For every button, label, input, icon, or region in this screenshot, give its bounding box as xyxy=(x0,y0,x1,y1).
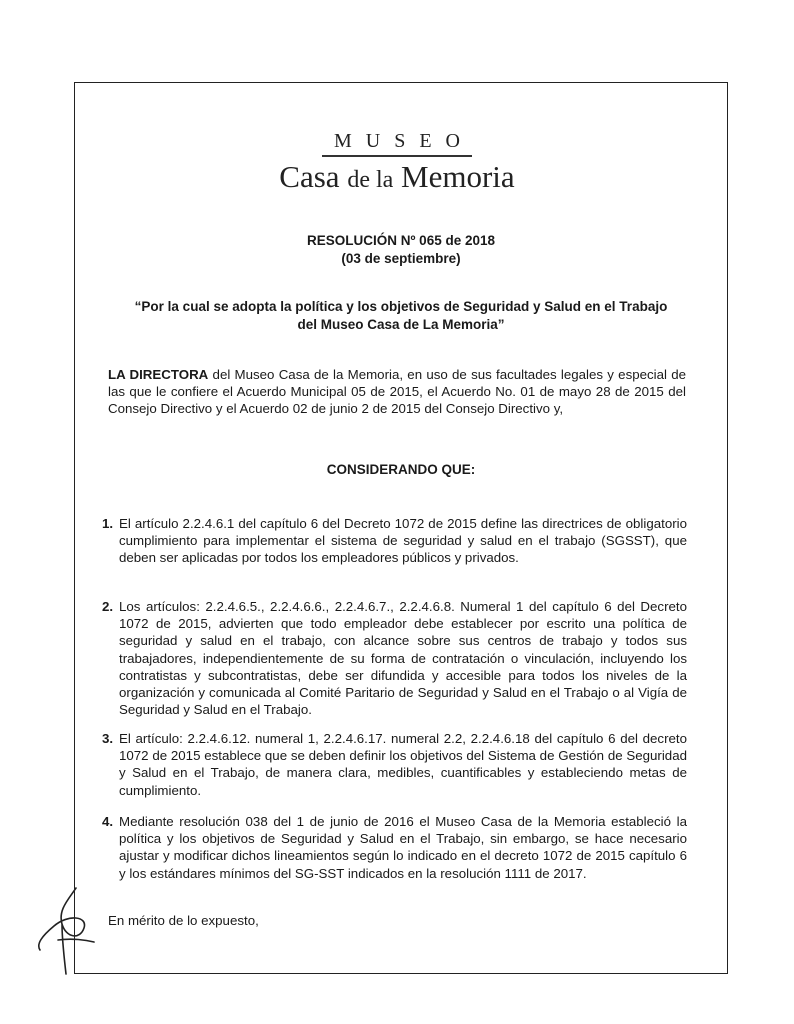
intro-lead: LA DIRECTORA xyxy=(108,367,209,382)
item-text: El artículo: 2.2.4.6.12. numeral 1, 2.2.4.6.17. numeral 2.2, 2.2.4.6.18 del capítulo 6 del decreto 1072 de 2015 establece que se deben definir los objetivos del Sistema de Gestión de Seguridad y Salud en el Trabajo, de manera clara, medibles, cuantificables y estableciendo metas de cumplimiento. xyxy=(119,731,687,798)
list-item xyxy=(102,598,687,718)
subject-line-1: “Por la cual se adopta la política y los objetivos de Seguridad y Salud en el Trabajo xyxy=(134,299,668,314)
item-text: Mediante resolución 038 del 1 de junio de 2016 el Museo Casa de la Memoria estableció la política y los objetivos de Seguridad y Salud en el Trabajo, sin embargo, se hace necesario ajustar y modificar dichos lineamientos según lo indicado en el decreto 1072 de 2015 capítulo 6 y los estándares mínimos del SG-SST indicados en la resolución 1111 de 2017. xyxy=(119,814,687,881)
list-item xyxy=(102,730,687,799)
logo-casa: Casa xyxy=(279,158,340,194)
list-item xyxy=(102,515,687,567)
handwritten-signature-mark xyxy=(28,880,98,980)
museum-logo xyxy=(0,130,794,195)
logo-underline xyxy=(322,155,472,157)
item-number: 3. xyxy=(102,731,114,746)
subject-line-2: del Museo Casa de La Memoria” xyxy=(297,317,505,332)
item-number: 2. xyxy=(102,599,114,614)
item-number: 1. xyxy=(102,516,114,531)
resolution-number: RESOLUCIÓN Nº 065 de 2018 xyxy=(307,233,495,248)
considerando-heading: CONSIDERANDO QUE: xyxy=(326,462,476,477)
closing-line: En mérito de lo expuesto, xyxy=(108,913,259,928)
item-text: Los artículos: 2.2.4.6.5., 2.2.4.6.6., 2.2.4.6.7., 2.2.4.6.8. Numeral 1 del capítulo 6 del Decreto 1072 de 2015, advierten que todo empleador debe establecer por escrito una política de seguridad y salud en el trabajo, con alcance sobre sus centros de trabajo y todos sus trabajadores, independientemente de su forma de contratación o vinculación, incluyendo los contratistas y subcontratistas, debe ser difundida y accesible para todos los niveles de la organización y comunicada al Comité Paritario de Seguridad y Salud en el Trabajo o al Vigía de Seguridad y Salud en el Trabajo. xyxy=(119,599,687,718)
item-number: 4. xyxy=(102,814,114,829)
logo-memoria: Memoria xyxy=(401,158,515,194)
intro-text: del Museo Casa de la Memoria, en uso de sus facultades legales y especial de las que le confiere el Acuerdo Municipal 05 de 2015, el Acuerdo No. 01 de mayo 28 de 2015 del Consejo Directivo y el Acuerdo 02 de junio 2 de 2015 del Consejo Directivo y, xyxy=(108,367,686,417)
logo-museo-text: MUSEO xyxy=(333,130,474,152)
item-text: El artículo 2.2.4.6.1 del capítulo 6 del Decreto 1072 de 2015 define las directrices de obligatorio cumplimiento para implementar el sistema de seguridad y salud en el trabajo (SGSST), que deben ser aplicadas por todos los empleadores públicos y privados. xyxy=(119,516,687,566)
intro-paragraph xyxy=(108,366,686,418)
resolution-date: (03 de septiembre) xyxy=(341,251,461,266)
list-item xyxy=(102,813,687,882)
logo-de-la: de la xyxy=(347,166,394,193)
logo-casa-memoria xyxy=(0,159,794,195)
